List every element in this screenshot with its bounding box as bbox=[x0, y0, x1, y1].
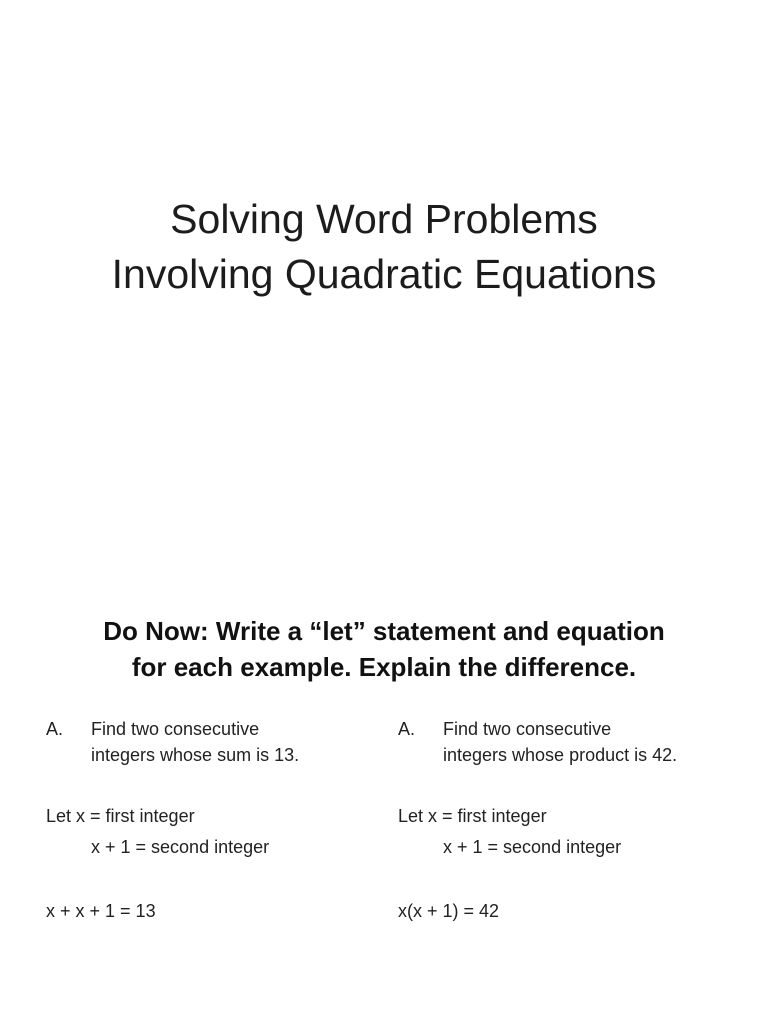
right-let-line-1: Let x = first integer bbox=[398, 806, 547, 826]
left-example-marker: A. bbox=[46, 719, 64, 739]
right-equation: x(x + 1) = 42 bbox=[398, 901, 500, 921]
do-now-line-2: for each example. Explain the difference. bbox=[131, 652, 637, 682]
left-problem-line-1: Find two consecutive bbox=[91, 719, 260, 739]
do-now-heading bbox=[0, 613, 768, 685]
right-let-line-2: x + 1 = second integer bbox=[443, 837, 622, 857]
slide-title-line-2: Involving Quadratic Equations bbox=[111, 251, 657, 297]
do-now-line-1: Do Now: Write a “let” statement and equation bbox=[103, 616, 665, 646]
left-let-line-2: x + 1 = second integer bbox=[91, 837, 270, 857]
slide-title-line-1: Solving Word Problems bbox=[170, 196, 598, 242]
left-problem-line-2: integers whose sum is 13. bbox=[91, 745, 300, 765]
right-problem-line-1: Find two consecutive bbox=[443, 719, 612, 739]
slide-title bbox=[0, 192, 768, 302]
left-let-line-1: Let x = first integer bbox=[46, 806, 195, 826]
right-example-marker: A. bbox=[398, 719, 416, 739]
right-problem-line-2: integers whose product is 42. bbox=[443, 745, 678, 765]
left-equation: x + x + 1 = 13 bbox=[46, 901, 156, 921]
